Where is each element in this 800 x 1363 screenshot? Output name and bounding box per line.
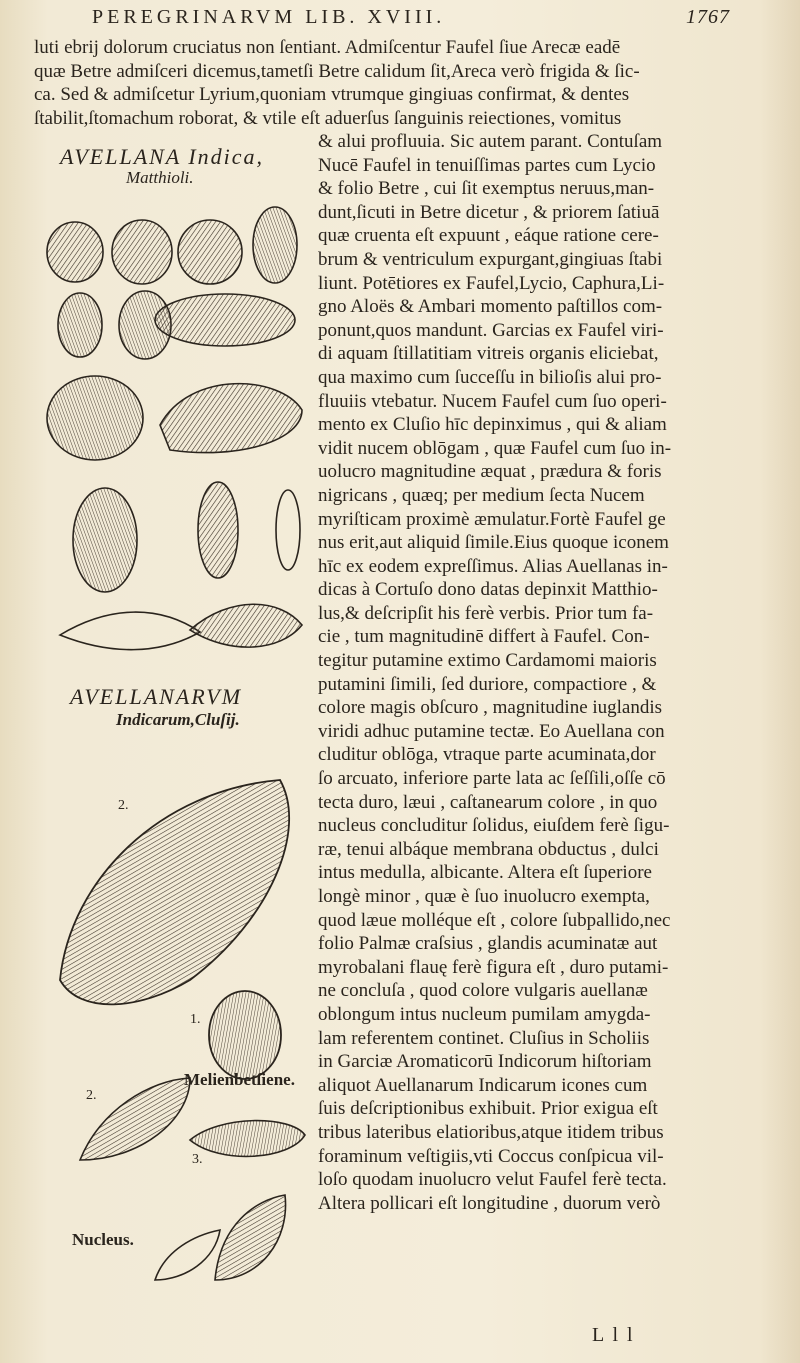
text-line: Altera pollicari eſt longitudine , duorum verò <box>318 1192 661 1214</box>
text-line: cluditur oblōga, vtraque parte acuminata,dor <box>318 744 656 766</box>
text-line: intus medulla, albicante. Altera eſt ſuperiore <box>318 862 652 884</box>
text-line: cie , tum magnitudinē differt à Faufel. Con- <box>318 626 650 648</box>
text-line: foraminum veſtigiis,vti Coccus conſpicua vil- <box>318 1145 664 1167</box>
text-line: putamini ſimili, ſed duriore, compactiore , & <box>318 673 657 695</box>
figure-label-1: 1. <box>190 1012 201 1027</box>
text-line: lus,& deſcripſit his ferè verbis. Prior tum fa- <box>318 602 654 624</box>
large-nut <box>60 780 289 1004</box>
text-line: tegitur putamine extimo Cardamomi maioris <box>318 650 657 672</box>
text-line: myriſticam proximè æmulatur.Fortè Faufel ge <box>318 508 666 530</box>
text-line: lam referentem continet. Cluſius in Scholiis <box>318 1027 650 1049</box>
text-line: aliquot Auellanarum Indicarum icones cum <box>318 1074 648 1096</box>
text-line: mento ex Cluſio hīc depinximus , qui & aliam <box>318 414 667 436</box>
text-line: ſuis deſcriptionibus exhibuit. Prior exigua eſt <box>318 1098 658 1120</box>
text-line: fluuiis vtebatur. Nucem Faufel cum ſuo operi- <box>318 390 667 412</box>
nucleus <box>155 1230 220 1280</box>
figure-1-woodcut <box>40 200 310 670</box>
text-line: ponunt,quos mandunt. Garcias ex Faufel viri- <box>318 319 664 341</box>
text-line: quæ cruenta eſt expuunt , eáque ratione cere- <box>318 225 659 247</box>
text-line: colore magis obſcuro , magnitudine iuglandis <box>318 697 663 719</box>
label-melienbetsiene: Melienbetſiene. <box>184 1070 295 1089</box>
text-line: brum & ventriculum expurgant,gingiuas ſtabi <box>318 248 663 270</box>
oblong-nut <box>190 1121 305 1157</box>
text-line: folio Palmæ craſsius , glandis acuminatæ aut <box>318 933 658 955</box>
text-line: dunt,ſicuti in Betre dicetur , & priorem ſatiuā <box>318 201 660 223</box>
signature-mark: L l l <box>592 1324 635 1346</box>
text-line: luti ebrij dolorum cruciatus non ſentiant. Admiſcentur Faufel ſiue Arecæ eadē <box>34 37 621 58</box>
nut-row-2 <box>58 291 295 359</box>
round-nut <box>209 991 281 1079</box>
text-line: ſtabilit,ſtomachum roborat, & vtile eſt aduerſus ſanguinis reiectiones, vomitus <box>34 107 622 129</box>
text-line: oblongum intus nucleum pumilam amygda- <box>318 1003 651 1025</box>
text-line: ne concluſa , quod colore vulgaris auellanæ <box>318 980 648 1002</box>
text-line: qua maximo cum ſucceſſu in bilioſis alui pro- <box>318 366 662 388</box>
text-line: viridi adhuc putamine tectæ. Eo Auellana con <box>318 720 665 742</box>
figure-label-2b: 2. <box>86 1088 97 1103</box>
figure-label-3: 3. <box>192 1152 203 1167</box>
nut-row-3 <box>47 376 302 460</box>
text-line: & alui profluuia. Sic autem parant. Contuſam <box>318 131 663 152</box>
text-line: nucleus concluditur ſolidus, eiuſdem ferè ſigu- <box>318 815 670 837</box>
text-line: ſo arcuato, inferiore parte lata ac ſeſſili,oſſe cō <box>318 768 666 790</box>
text-line: ca. Sed & admiſcetur Lyrium,quoniam vtrumque gingiuas confirmat, & dentes <box>34 84 630 106</box>
label-nucleus: Nucleus. <box>72 1230 134 1249</box>
text-line: dicas à Cortuſo dono datas depinxit Matthio- <box>318 579 658 601</box>
small-nut-2 <box>80 1078 190 1160</box>
text-line: tecta duro, læui , caſtanearum colore , in quo <box>318 791 658 813</box>
text-line: nus erit,aut aliquid ſimile.Eius quoque iconem <box>318 532 669 554</box>
page-number: 1767 <box>686 6 730 28</box>
nut-row-4 <box>73 482 300 592</box>
text-line: quæ Betre admiſceri dicemus,tametſi Betre calidum ſit,Areca verò frigida & ſic- <box>34 60 640 82</box>
figure-2-caption: AVELLANARVM <box>70 684 243 709</box>
text-line: & folio Betre , cui ſit exemptus neruus,man- <box>318 178 655 200</box>
text-line: longè minor , quæ è ſuo inuolucro exempta, <box>318 886 650 907</box>
text-line: Nucē Faufel in tenuiſſimas partes cum Lycio <box>318 154 656 176</box>
text-line: in Garciæ Aromaticorū Indicorum hiſtoriam <box>318 1051 652 1073</box>
figure-1-caption: AVELLANA Indica, <box>60 144 265 169</box>
text-line: nigricans , quæq; per medium ſecta Nucem <box>318 484 645 506</box>
figure-label-2: 2. <box>118 798 129 813</box>
text-line: liunt. Potētiores ex Faufel,Lycio, Caphura,Li- <box>318 272 665 294</box>
figure-1-subcaption: Matthioli. <box>126 168 194 187</box>
figure-2-subcaption: Indicarum,Cluſij. <box>116 710 240 729</box>
text-line: vidit nucem oblōgam , quæ Faufel cum ſuo in- <box>318 437 672 459</box>
running-header: PEREGRINARVM LIB. XVIII. <box>92 6 446 28</box>
top-paragraph <box>34 36 746 130</box>
text-line: gno Aloës & Ambari momento paſtillos com- <box>318 296 663 318</box>
text-line: uolucro magnitudine æquat , prædura & foris <box>318 461 662 483</box>
shell-3 <box>215 1195 286 1280</box>
right-column-text <box>318 130 738 1215</box>
nut-row-5 <box>60 604 302 649</box>
text-line: tribus lateribus elatioribus,atque itidem tribus <box>318 1121 664 1143</box>
text-line: ræ, tenui albáque membrana obductus , dulci <box>318 838 659 860</box>
text-line: myrobalani flauę ferè figura eſt , duro putami- <box>318 956 669 978</box>
figure-2-woodcut <box>40 760 310 1310</box>
nut-row-1 <box>47 207 297 284</box>
text-line: loſo quodam inuolucro velut Faufel ferè tecta. <box>318 1169 667 1191</box>
text-line: di aquam ſtillatitiam vitreis organis eliciebat, <box>318 343 659 365</box>
text-line: hīc ex eodem expreſſimus. Alias Auellanas in- <box>318 555 668 577</box>
text-line: quod læue molléque eſt , colore ſubpallido,nec <box>318 909 671 931</box>
